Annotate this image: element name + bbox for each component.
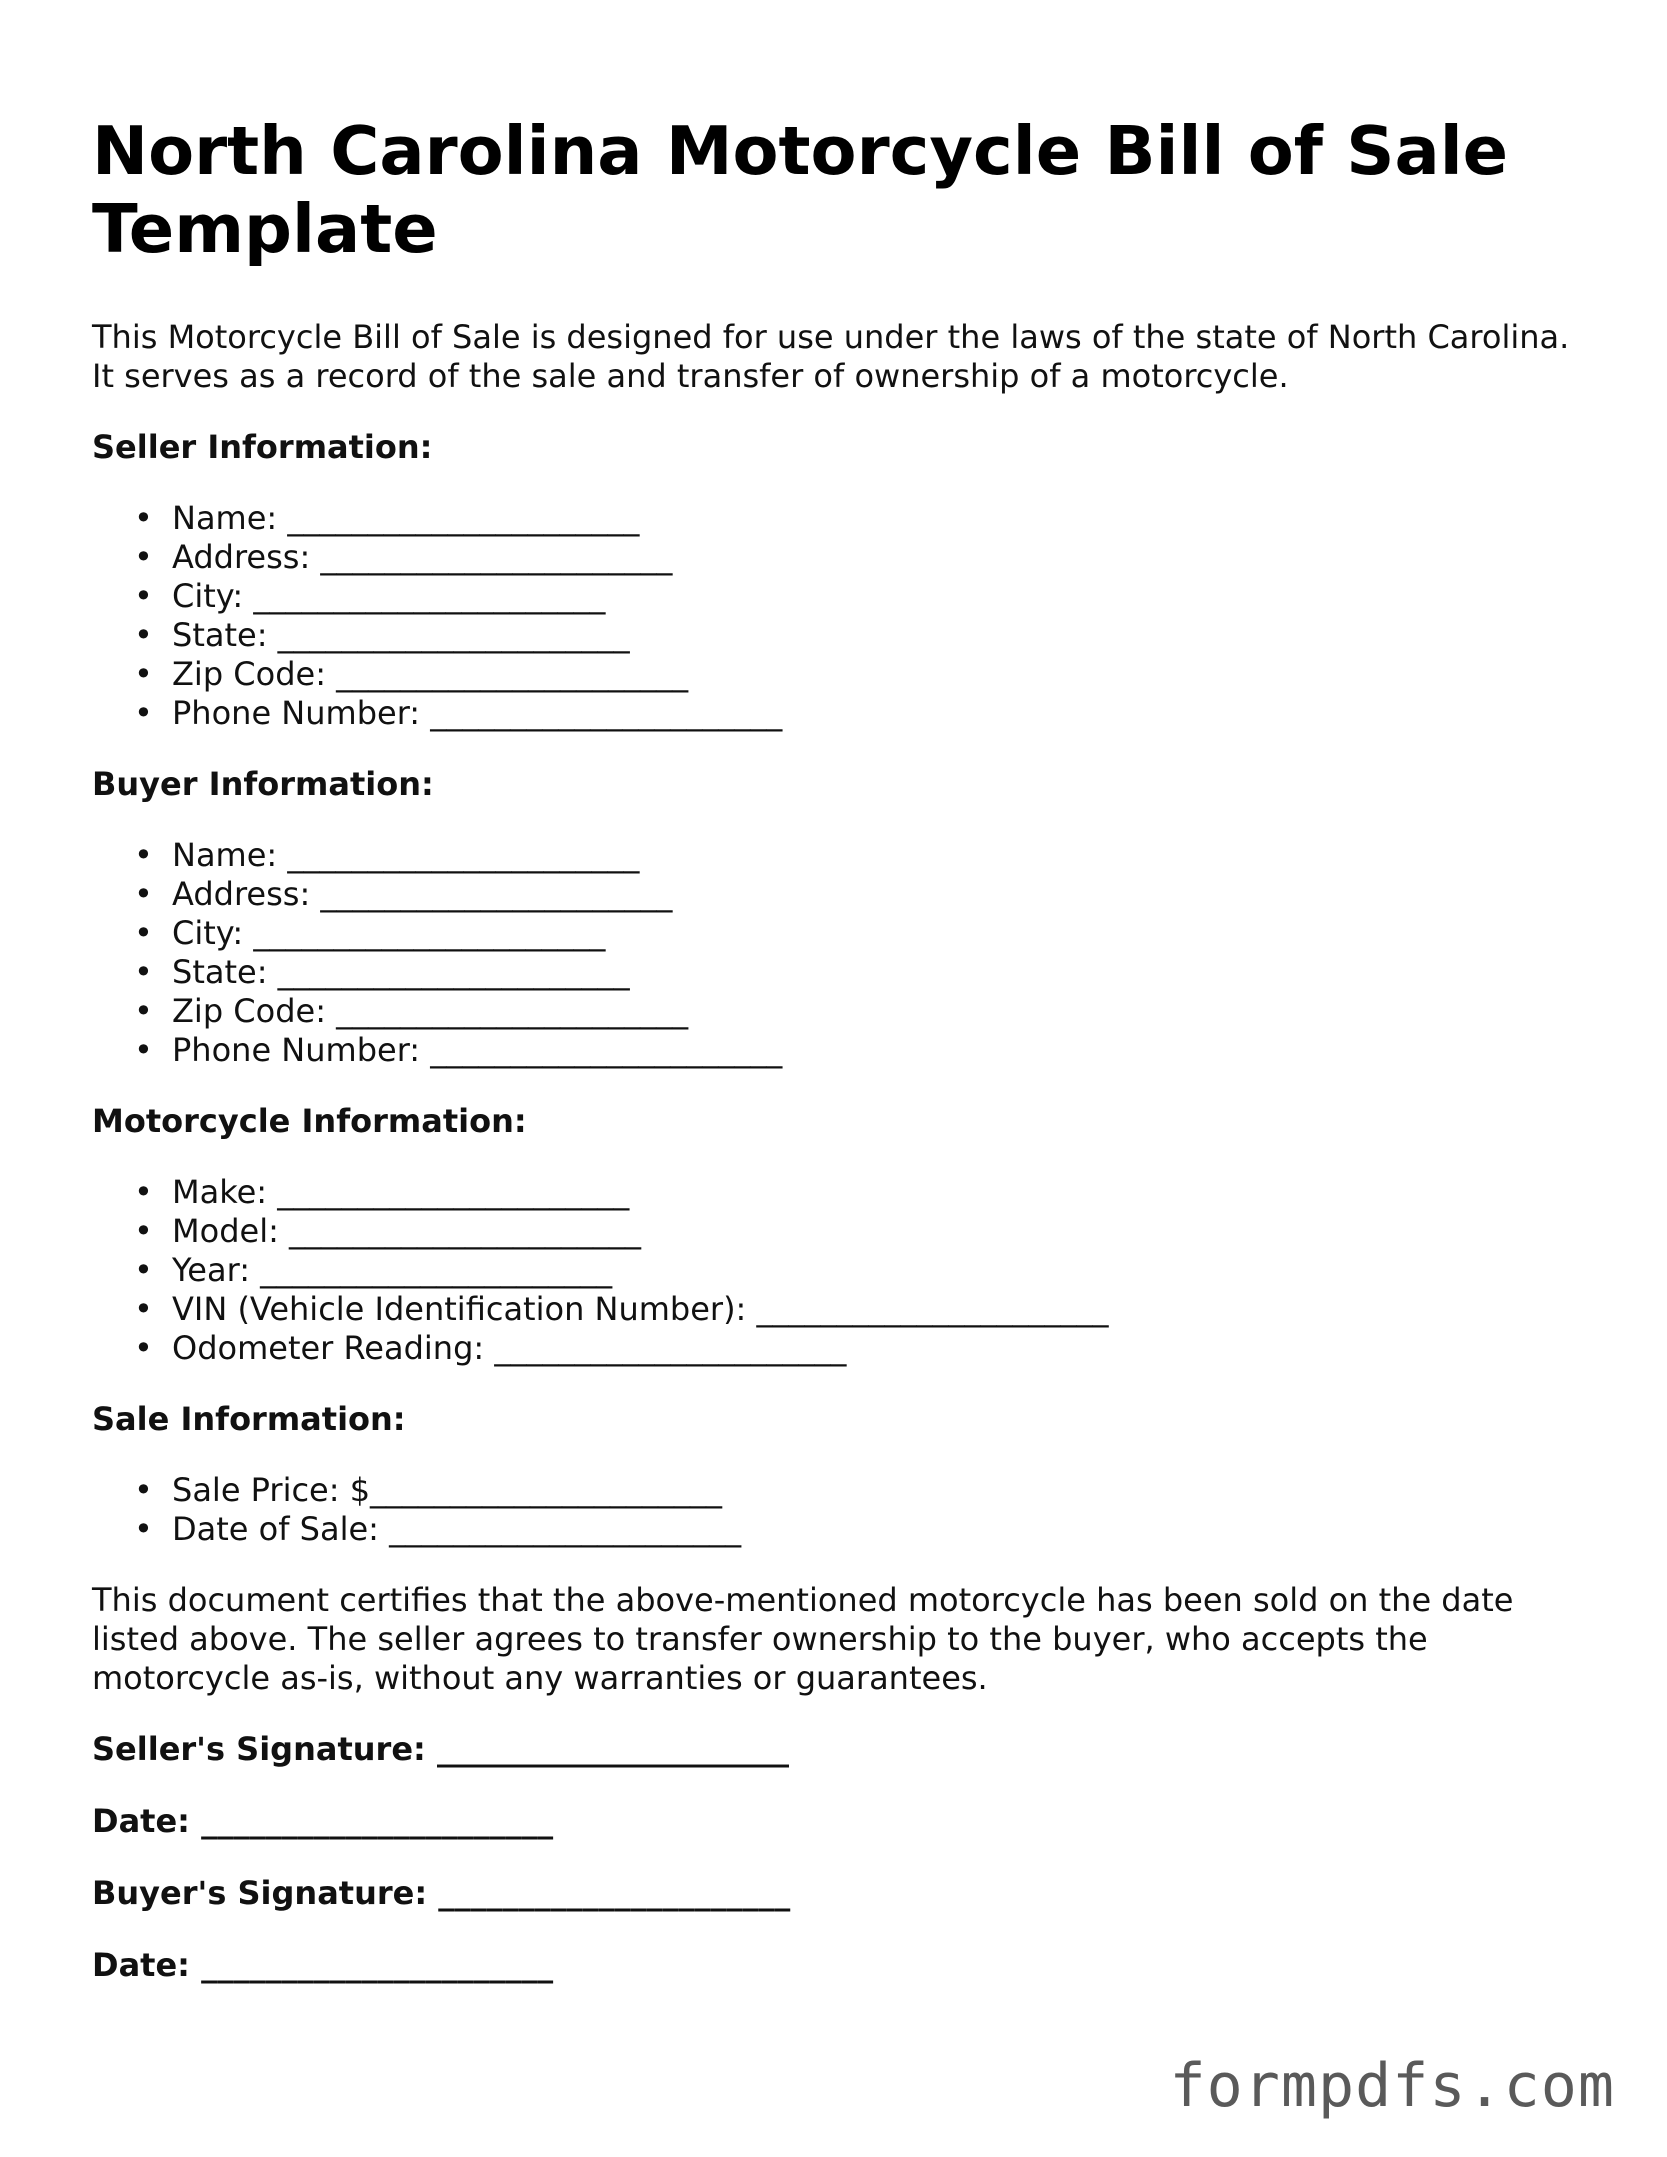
list-item[interactable] bbox=[134, 992, 1572, 1031]
bullet-icon: • bbox=[134, 1510, 153, 1548]
seller-name-field: Name: ______________________ bbox=[172, 499, 640, 537]
bullet-icon: • bbox=[134, 616, 153, 654]
seller-list bbox=[92, 499, 1572, 733]
bullet-icon: • bbox=[134, 1471, 153, 1509]
list-item[interactable] bbox=[134, 1510, 1572, 1549]
bullet-icon: • bbox=[134, 1251, 153, 1289]
sale-heading: Sale Information: bbox=[92, 1400, 406, 1438]
bullet-icon: • bbox=[134, 655, 153, 693]
list-item[interactable] bbox=[134, 538, 1572, 577]
sale-date-field: Date of Sale: ______________________ bbox=[172, 1510, 742, 1548]
list-item[interactable] bbox=[134, 655, 1572, 694]
bullet-icon: • bbox=[134, 538, 153, 576]
motorcycle-model-field: Model: ______________________ bbox=[172, 1212, 642, 1250]
sale-price-field: Sale Price: $______________________ bbox=[172, 1471, 723, 1509]
list-item[interactable] bbox=[134, 1031, 1572, 1070]
motorcycle-heading: Motorcycle Information: bbox=[92, 1102, 527, 1140]
list-item[interactable] bbox=[134, 1290, 1572, 1329]
buyer-list bbox=[92, 836, 1572, 1070]
motorcycle-make-field: Make: ______________________ bbox=[172, 1173, 630, 1211]
list-item[interactable] bbox=[134, 577, 1572, 616]
motorcycle-odometer-field: Odometer Reading: ______________________ bbox=[172, 1329, 847, 1367]
bullet-icon: • bbox=[134, 1290, 153, 1328]
bullet-icon: • bbox=[134, 914, 153, 952]
buyer-city-field: City: ______________________ bbox=[172, 914, 606, 952]
bullet-icon: • bbox=[134, 875, 153, 913]
seller-phone-field: Phone Number: ______________________ bbox=[172, 694, 783, 732]
list-item[interactable] bbox=[134, 616, 1572, 655]
seller-state-field: State: ______________________ bbox=[172, 616, 630, 654]
bullet-icon: • bbox=[134, 992, 153, 1030]
list-item[interactable] bbox=[134, 499, 1572, 538]
bullet-icon: • bbox=[134, 577, 153, 615]
list-item[interactable] bbox=[134, 1173, 1572, 1212]
buyer-date-field[interactable]: Date: ______________________ bbox=[92, 1946, 554, 1984]
bullet-icon: • bbox=[134, 953, 153, 991]
bullet-icon: • bbox=[134, 1329, 153, 1367]
document-page bbox=[92, 112, 1572, 2018]
motorcycle-vin-field: VIN (Vehicle Identification Number): ______________________ bbox=[172, 1290, 1109, 1328]
seller-zip-field: Zip Code: ______________________ bbox=[172, 655, 689, 693]
seller-city-field: City: ______________________ bbox=[172, 577, 606, 615]
watermark-logo: formpdfs.com bbox=[1169, 2051, 1615, 2121]
seller-signature-field[interactable]: Seller's Signature: ______________________ bbox=[92, 1730, 789, 1768]
buyer-name-field: Name: ______________________ bbox=[172, 836, 640, 874]
list-item[interactable] bbox=[134, 953, 1572, 992]
seller-address-field: Address: ______________________ bbox=[172, 538, 673, 576]
buyer-address-field: Address: ______________________ bbox=[172, 875, 673, 913]
seller-date-field[interactable]: Date: ______________________ bbox=[92, 1802, 554, 1840]
buyer-state-field: State: ______________________ bbox=[172, 953, 630, 991]
bullet-icon: • bbox=[134, 1031, 153, 1069]
list-item[interactable] bbox=[134, 694, 1572, 733]
intro-paragraph: This Motorcycle Bill of Sale is designed for use under the laws of the state of North Carolina. It serves as a record of the sale and transfer of ownership of a motorcycle. bbox=[92, 318, 1570, 395]
sale-list bbox=[92, 1471, 1572, 1549]
motorcycle-year-field: Year: ______________________ bbox=[172, 1251, 613, 1289]
seller-heading: Seller Information: bbox=[92, 428, 433, 466]
bullet-icon: • bbox=[134, 836, 153, 874]
list-item[interactable] bbox=[134, 1251, 1572, 1290]
certification-paragraph: This document certifies that the above-mentioned motorcycle has been sold on the date listed above. The seller agrees to transfer ownership to the buyer, who accepts the motorcycle as-is, without any warranties or guarantees. bbox=[92, 1581, 1514, 1697]
list-item[interactable] bbox=[134, 875, 1572, 914]
list-item[interactable] bbox=[134, 1212, 1572, 1251]
bullet-icon: • bbox=[134, 499, 153, 537]
buyer-heading: Buyer Information: bbox=[92, 765, 434, 803]
buyer-zip-field: Zip Code: ______________________ bbox=[172, 992, 689, 1030]
motorcycle-list bbox=[92, 1173, 1572, 1368]
buyer-signature-field[interactable]: Buyer's Signature: ______________________ bbox=[92, 1874, 791, 1912]
list-item[interactable] bbox=[134, 836, 1572, 875]
bullet-icon: • bbox=[134, 694, 153, 732]
bullet-icon: • bbox=[134, 1212, 153, 1250]
buyer-phone-field: Phone Number: ______________________ bbox=[172, 1031, 783, 1069]
bullet-icon: • bbox=[134, 1173, 153, 1211]
page-title: North Carolina Motorcycle Bill of Sale Template bbox=[92, 112, 1509, 268]
list-item[interactable] bbox=[134, 914, 1572, 953]
list-item[interactable] bbox=[134, 1329, 1572, 1368]
list-item[interactable] bbox=[134, 1471, 1572, 1510]
